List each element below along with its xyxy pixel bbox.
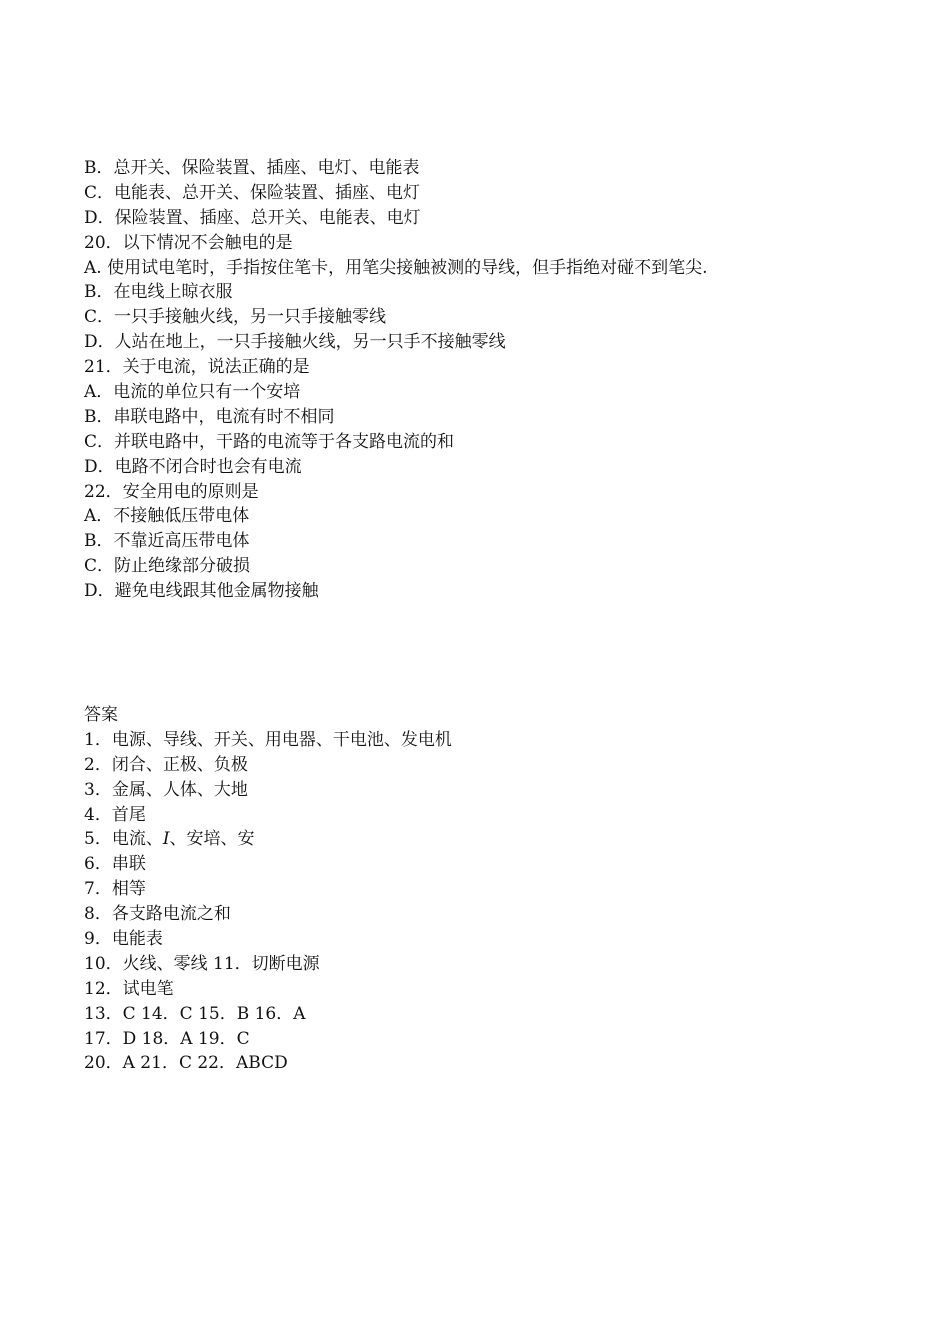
q20-stem: 20．以下情况不会触电的是 — [84, 232, 293, 253]
q21-option-a: A．电流的单位只有一个安培 — [84, 382, 301, 403]
answer-line: 1．电源、导线、开关、用电器、干电池、发电机 — [84, 729, 452, 750]
q22-stem: 22．安全用电的原则是 — [84, 481, 259, 502]
answer-line: 8．各支路电流之和 — [84, 904, 231, 925]
q19-option-d: D．保险装置、插座、总开关、电能表、电灯 — [84, 207, 421, 228]
q19-option-c: C．电能表、总开关、保险装置、插座、电灯 — [84, 182, 421, 203]
q19-option-b: B．总开关、保险装置、插座、电灯、电能表 — [84, 158, 420, 178]
q21-option-c: C．并联电路中，干路的电流等于各支路电流的和 — [84, 431, 455, 452]
q20-option-a: A. 使用试电笔时，手指按住笔卡，用笔尖接触被测的导线，但手指绝对碰不到笔尖. — [84, 257, 708, 278]
answer-line: 3．金属、人体、大地 — [84, 779, 248, 800]
answer-line: 12．试电笔 — [84, 978, 174, 999]
answer-5-suffix: 、安培、安 — [169, 829, 255, 850]
q20-option-c: C．一只手接触火线，另一只手接触零线 — [84, 307, 387, 328]
q21-option-b: B．串联电路中，电流有时不相同 — [84, 406, 335, 427]
answer-line: 2．闭合、正极、负极 — [84, 754, 248, 775]
answer-heading: 答案 — [84, 705, 118, 725]
q22-option-d: D．避免电线跟其他金属物接触 — [84, 581, 319, 602]
answer-line: 9．电能表 — [84, 929, 163, 950]
answer-line: 6．串联 — [84, 854, 146, 875]
answer-line: 7．相等 — [84, 879, 146, 900]
answer-line: 17．D 18．A 19．C — [84, 1028, 250, 1049]
q20-option-b: B．在电线上晾衣服 — [84, 282, 233, 303]
q22-option-a: A．不接触低压带电体 — [84, 506, 250, 527]
q21-stem: 21．关于电流，说法正确的是 — [84, 357, 310, 378]
answer-line-5 — [84, 827, 884, 852]
question-section — [84, 156, 884, 604]
current-symbol: I — [162, 829, 170, 850]
answer-line: 13．C 14．C 15．B 16．A — [84, 1003, 306, 1024]
q22-option-c: C．防止绝缘部分破损 — [84, 556, 251, 577]
q22-option-b: B．不靠近高压带电体 — [84, 531, 250, 552]
answer-5-prefix: 5．电流、 — [84, 829, 163, 850]
answer-line: 4．首尾 — [84, 804, 146, 825]
q20-option-d: D．人站在地上，一只手接触火线，另一只手不接触零线 — [84, 332, 506, 353]
q21-option-d: D．电路不闭合时也会有电流 — [84, 456, 302, 477]
answer-section — [84, 703, 884, 1076]
answer-line: 20．A 21．C 22．ABCD — [84, 1053, 288, 1074]
answer-line: 10．火线、零线 11．切断电源 — [84, 953, 320, 974]
